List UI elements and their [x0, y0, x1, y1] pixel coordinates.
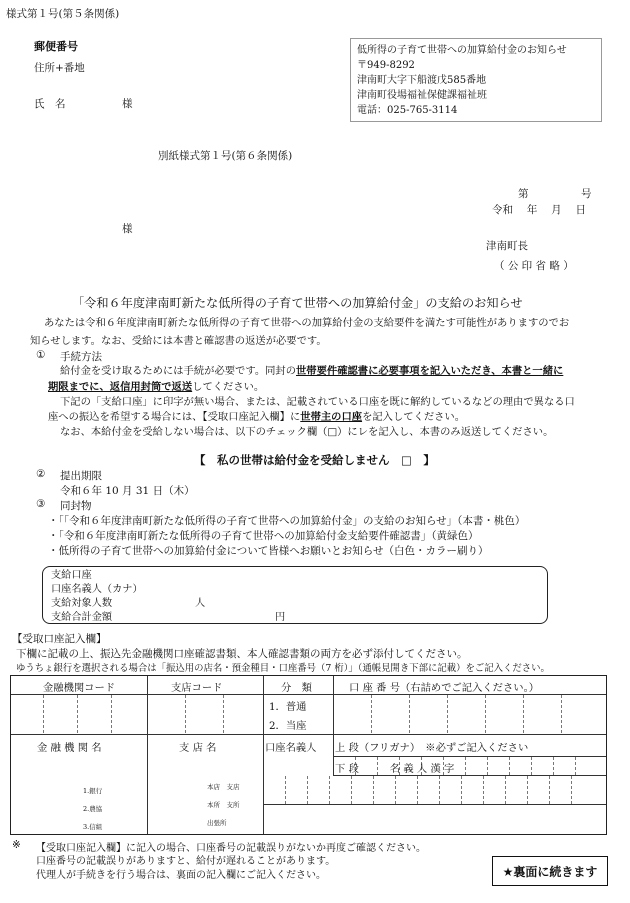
bank-type-option[interactable]: 1.銀行	[83, 787, 103, 795]
section1-number: ①	[36, 349, 46, 361]
payment-summary-box	[42, 566, 548, 624]
continue-on-back-box: ★裏面に続きます	[492, 856, 608, 886]
address-label: 住所+番地	[34, 62, 85, 74]
footnote-line: 口座番号の記載誤りがありますと、給付が遅れることがあります。	[36, 856, 336, 867]
sender-line: 低所得の子育て世帯への加算給付金のお知らせ	[357, 45, 567, 56]
emphasis-text: 世帯要件確認書に必要事項を記入いただき、本書と一緒に	[296, 365, 564, 377]
enclosure-item: ・「令和６年度津南町新たな低所得の子育て世帯への加算給付金支給要件確認書」（黄緑色）	[48, 530, 479, 542]
branch-type-option[interactable]: 出張所	[207, 819, 227, 827]
text-fragment: してください。	[192, 381, 265, 393]
branch-type-option[interactable]: 本店 支店	[207, 783, 240, 791]
footnote-line: 代理人が手続きを行う場合は、裏面の記入欄にご記入ください。	[36, 870, 326, 881]
section1-paragraph2-cont	[48, 409, 465, 425]
footnote-line: 【受取口座記入欄】に記入の場合、口座番号の記載誤りがないか再度ご確認ください。	[36, 843, 426, 854]
sender-line: 津南町役場福祉保健課福祉班	[357, 90, 487, 101]
seal-omitted: （ 公 印 省 略 ）	[494, 260, 574, 272]
enclosure-item: ・「「令和６年度津南町新たな低所得の子育て世帯への加算給付金」の支給のお知らせ」（本書・桃色）	[48, 515, 526, 527]
decline-checkbox-line[interactable]: 【 私の世帯は給付金を受給しません □ 】	[194, 453, 435, 467]
bank-type-option[interactable]: 3.信組	[83, 823, 103, 831]
enclosure-item: ・低所得の子育て世帯への加算給付金について皆様へお願いとお知らせ（白色・カラー刷り）	[48, 545, 489, 557]
page-title: 「令和６年度津南町新たな低所得の子育て世帯への加算給付金」の支給のお知らせ	[72, 296, 523, 310]
category-header: 分 類	[281, 682, 312, 694]
emphasis-text: 世帯主の口座	[300, 411, 363, 423]
receiving-note: ゆうちょ銀行を選択される場合は「振込用の店名・預金種目・口座番号（7 桁）」（通帳見開き下部に記載）をご記入ください。	[16, 663, 550, 674]
category-option-current[interactable]: 2．当座	[269, 720, 307, 732]
amount-row	[51, 611, 539, 625]
intro-line: あなたは令和６年度津南町新たな低所得の子育て世帯への加算給付金の支給要件を満たす可能性がありますのでお	[44, 317, 570, 329]
intro-line: 知らせします。なお、受給には本書と確認書の返送が必要です。	[30, 335, 327, 347]
sender-line: 〒949-8292	[357, 60, 415, 71]
category-option-ordinary[interactable]: 1．普通	[269, 701, 307, 713]
section1-paragraph1-cont	[48, 379, 264, 395]
text-fragment: 給付金を受け取るためには手続が必要です。同封の	[60, 365, 297, 377]
account-form-table	[10, 675, 607, 835]
section1-paragraph3: なお、本給付金を受給しない場合は、以下のチェック欄（□）にレを記入し、本書のみ返送してください。	[60, 426, 554, 438]
bank-type-option[interactable]: 2.農協	[83, 805, 103, 813]
form-number: 様式第１号(第５条関係)	[6, 8, 120, 20]
sender-line: 津南町大字下船渡戊585番地	[357, 75, 487, 86]
holder-header: 口座名義人	[265, 742, 317, 754]
section3-number: ③	[36, 498, 46, 510]
section1-paragraph2: 下記の「支給口座」に印字が無い場合、または、記載されている口座を既に解約しているなどの理由で異なる口	[60, 396, 575, 408]
emphasis-text: 期限までに、返信用封筒で返送	[48, 381, 193, 393]
amount-label: 支給合計金額	[51, 612, 113, 623]
doc-date: 令和 年 月 日	[492, 204, 587, 216]
section2-number: ②	[36, 468, 46, 480]
lower-row-header: 下 段 名 義 人 漢 字	[335, 763, 455, 775]
sender-box	[350, 38, 602, 122]
recipient-name-label: 氏 名	[34, 98, 66, 110]
account-number-header: 口 座 番 号（右詰めでご記入ください。）	[349, 682, 540, 694]
attachment-form-number: 別紙様式第１号(第６条関係)	[158, 150, 293, 162]
section1-paragraph1	[60, 363, 563, 379]
count-unit: 人	[195, 598, 206, 609]
branch-code-header: 支店コード	[171, 682, 223, 694]
section3-heading: 同封物	[60, 500, 92, 512]
holder-kana-label: 口座名義人（カナ）	[51, 584, 143, 595]
bank-name-header: 金 融 機 関 名	[37, 742, 102, 754]
recipient-honorific: 様	[122, 98, 133, 110]
addressee-honorific: 様	[122, 223, 133, 235]
count-label: 支給対象人数	[51, 598, 113, 609]
amount-unit: 円	[275, 612, 286, 623]
section2-heading: 提出期限	[60, 470, 102, 482]
receiving-note: 下欄に記載の上、振込先金融機関口座確認書類、本人確認書類の両方を必ず添付してください。	[16, 648, 468, 660]
receiving-heading: 【受取口座記入欄】	[12, 633, 107, 645]
footnote-mark: ※	[12, 839, 21, 851]
section1-heading: 手続方法	[60, 351, 102, 363]
sender-line: 電話：025-765-3114	[357, 105, 458, 116]
upper-row-header: 上 段（フリガナ） ※必ずご記入ください	[335, 742, 529, 754]
text-fragment: 座への振込を希望する場合には、【受取口座記入欄】に	[48, 411, 301, 423]
count-row	[51, 597, 539, 611]
deadline-date: 令和６年 10 月 31 日（木）	[60, 485, 195, 497]
bank-code-header: 金融機関コード	[43, 682, 116, 694]
postal-code-label: 郵便番号	[34, 40, 78, 53]
doc-number: 第 号	[518, 188, 592, 200]
account-label: 支給口座	[51, 570, 92, 581]
issuer: 津南町長	[486, 240, 528, 252]
branch-type-option[interactable]: 本所 支所	[207, 801, 240, 809]
branch-name-header: 支 店 名	[179, 742, 217, 754]
text-fragment: を記入してください。	[362, 411, 466, 423]
